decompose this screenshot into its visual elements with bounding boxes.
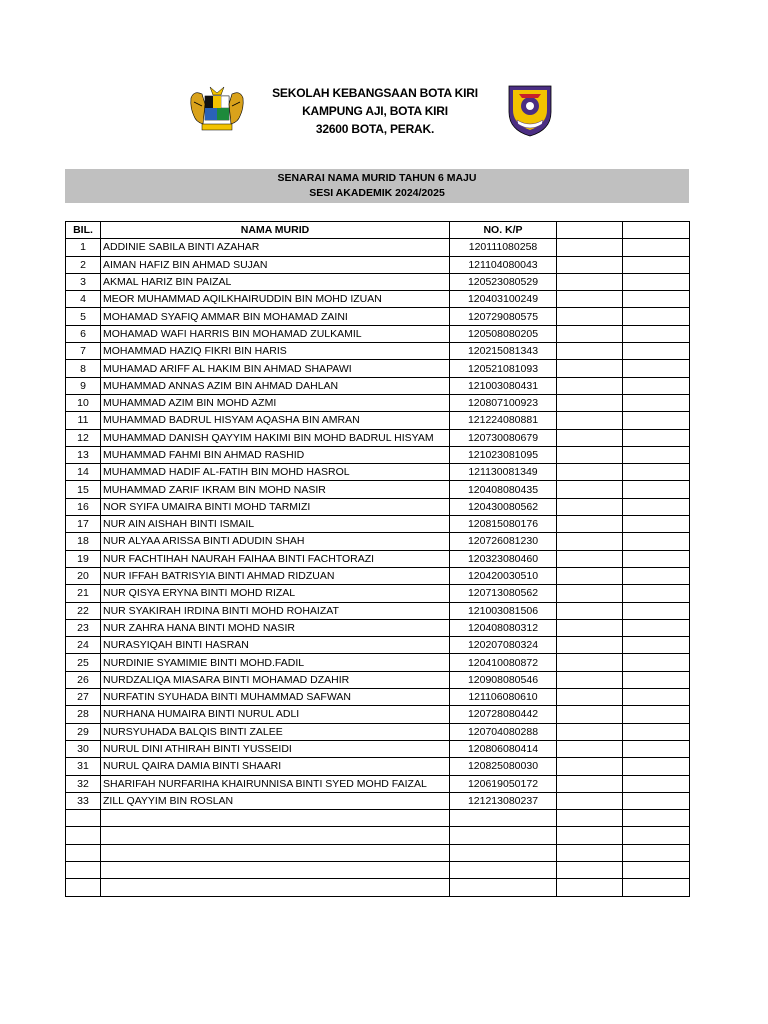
- blank-cell: [450, 810, 557, 827]
- blank-cell: [66, 827, 101, 844]
- table-row: [66, 273, 690, 290]
- table-row: [66, 567, 690, 584]
- blank-cell: [623, 740, 690, 757]
- blank-cell: [557, 671, 623, 688]
- blank-cell: [623, 360, 690, 377]
- student-name: MOHAMAD SYAFIQ AMMAR BIN MOHAMAD ZAINI: [101, 308, 450, 325]
- blank-cell: [623, 585, 690, 602]
- student-name: MUHAMMAD DANISH QAYYIM HAKIMI BIN MOHD BADRUL HISYAM: [101, 429, 450, 446]
- blank-cell: [557, 394, 623, 411]
- blank-cell: [623, 602, 690, 619]
- blank-cell: [623, 429, 690, 446]
- ic-number: 120730080679: [450, 429, 557, 446]
- ic-number: 121023081095: [450, 446, 557, 463]
- blank-cell: [557, 291, 623, 308]
- blank-cell: [66, 844, 101, 861]
- blank-cell: [66, 861, 101, 878]
- student-name: MEOR MUHAMMAD AQILKHAIRUDDIN BIN MOHD IZUAN: [101, 291, 450, 308]
- table-row: [66, 671, 690, 688]
- blank-cell: [557, 498, 623, 515]
- blank-cell: [557, 637, 623, 654]
- blank-cell: [557, 654, 623, 671]
- row-number: 22: [66, 602, 101, 619]
- row-number: 12: [66, 429, 101, 446]
- student-name: MUHAMMAD ANNAS AZIM BIN AHMAD DAHLAN: [101, 377, 450, 394]
- table-row: [66, 533, 690, 550]
- table-row: [66, 343, 690, 360]
- blank-cell: [557, 861, 623, 878]
- school-locality: KAMPUNG AJI, BOTA KIRI: [302, 104, 448, 118]
- table-row: [66, 775, 690, 792]
- blank-cell: [557, 360, 623, 377]
- blank-cell: [66, 879, 101, 896]
- ic-number: 121104080043: [450, 256, 557, 273]
- table-row: [66, 740, 690, 757]
- row-number: 19: [66, 550, 101, 567]
- student-name: NUR FACHTIHAH NAURAH FAIHAA BINTI FACHTORAZI: [101, 550, 450, 567]
- ic-number: 121003081506: [450, 602, 557, 619]
- ic-number: 120408080435: [450, 481, 557, 498]
- student-roster-table: [65, 221, 690, 897]
- ic-number: 120521081093: [450, 360, 557, 377]
- row-number: 17: [66, 516, 101, 533]
- blank-cell: [557, 740, 623, 757]
- ic-number: 120111080258: [450, 239, 557, 256]
- blank-cell: [623, 308, 690, 325]
- blank-cell: [623, 481, 690, 498]
- blank-cell: [623, 689, 690, 706]
- table-row: [66, 394, 690, 411]
- blank-cell: [623, 706, 690, 723]
- blank-cell: [557, 758, 623, 775]
- row-number: 29: [66, 723, 101, 740]
- blank-cell: [557, 879, 623, 896]
- blank-cell: [557, 325, 623, 342]
- row-number: 8: [66, 360, 101, 377]
- row-number: 3: [66, 273, 101, 290]
- blank-cell: [557, 792, 623, 809]
- ic-number: 120825080030: [450, 758, 557, 775]
- row-number: 13: [66, 446, 101, 463]
- column-header-name: NAMA MURID: [101, 222, 450, 239]
- row-number: 7: [66, 343, 101, 360]
- table-header-row: [66, 222, 690, 239]
- school-logo-icon: [505, 82, 555, 138]
- blank-cell: [557, 446, 623, 463]
- school-address-block: [260, 84, 490, 138]
- table-row: [66, 792, 690, 809]
- blank-cell: [623, 671, 690, 688]
- blank-cell: [623, 654, 690, 671]
- student-name: NURDZALIQA MIASARA BINTI MOHAMAD DZAHIR: [101, 671, 450, 688]
- row-number: 14: [66, 464, 101, 481]
- table-row: [66, 516, 690, 533]
- row-number: 20: [66, 567, 101, 584]
- row-number: 18: [66, 533, 101, 550]
- blank-cell: [623, 775, 690, 792]
- blank-cell: [557, 619, 623, 636]
- row-number: 28: [66, 706, 101, 723]
- blank-cell: [623, 619, 690, 636]
- blank-cell: [623, 273, 690, 290]
- student-name: ADDINIE SABILA BINTI AZAHAR: [101, 239, 450, 256]
- row-number: 27: [66, 689, 101, 706]
- ic-number: 120729080575: [450, 308, 557, 325]
- ic-number: 120713080562: [450, 585, 557, 602]
- student-name: MOHAMAD WAFI HARRIS BIN MOHAMAD ZULKAMIL: [101, 325, 450, 342]
- blank-cell: [101, 861, 450, 878]
- ic-number: 121003080431: [450, 377, 557, 394]
- blank-cell: [623, 723, 690, 740]
- student-name: NURSYUHADA BALQIS BINTI ZALEE: [101, 723, 450, 740]
- blank-cell: [623, 498, 690, 515]
- document-header: [0, 80, 768, 140]
- blank-cell: [623, 291, 690, 308]
- student-name: NOR SYIFA UMAIRA BINTI MOHD TARMIZI: [101, 498, 450, 515]
- blank-cell: [623, 758, 690, 775]
- ic-number: 120619050172: [450, 775, 557, 792]
- student-name: MUHAMMAD BADRUL HISYAM AQASHA BIN AMRAN: [101, 412, 450, 429]
- blank-cell: [623, 239, 690, 256]
- blank-cell: [623, 377, 690, 394]
- blank-cell: [557, 516, 623, 533]
- blank-cell: [101, 844, 450, 861]
- blank-cell: [623, 827, 690, 844]
- ic-number: 120806080414: [450, 740, 557, 757]
- blank-cell: [557, 602, 623, 619]
- row-number: 30: [66, 740, 101, 757]
- blank-cell: [623, 516, 690, 533]
- table-row: [66, 412, 690, 429]
- table-row: [66, 377, 690, 394]
- blank-cell: [623, 394, 690, 411]
- ic-number: 120728080442: [450, 706, 557, 723]
- blank-cell: [557, 585, 623, 602]
- student-name: NUR ALYAA ARISSA BINTI ADUDIN SHAH: [101, 533, 450, 550]
- table-row: [66, 654, 690, 671]
- blank-cell: [623, 343, 690, 360]
- empty-table-row: [66, 844, 690, 861]
- student-name: NURHANA HUMAIRA BINTI NURUL ADLI: [101, 706, 450, 723]
- blank-cell: [623, 567, 690, 584]
- ic-number: 120523080529: [450, 273, 557, 290]
- row-number: 31: [66, 758, 101, 775]
- table-row: [66, 291, 690, 308]
- blank-cell: [557, 412, 623, 429]
- row-number: 32: [66, 775, 101, 792]
- table-row: [66, 689, 690, 706]
- blank-cell: [623, 325, 690, 342]
- row-number: 5: [66, 308, 101, 325]
- table-row: [66, 619, 690, 636]
- blank-cell: [623, 861, 690, 878]
- national-crest-icon: [188, 84, 246, 136]
- column-header-blank: [623, 222, 690, 239]
- empty-table-row: [66, 879, 690, 896]
- blank-cell: [557, 343, 623, 360]
- table-row: [66, 481, 690, 498]
- row-number: 24: [66, 637, 101, 654]
- student-name: MUHAMMAD AZIM BIN MOHD AZMI: [101, 394, 450, 411]
- student-name: NURASYIQAH BINTI HASRAN: [101, 637, 450, 654]
- blank-cell: [557, 567, 623, 584]
- school-postcode: 32600 BOTA, PERAK.: [315, 122, 435, 136]
- blank-cell: [66, 810, 101, 827]
- column-header-ic: NO. K/P: [450, 222, 557, 239]
- student-name: MUHAMAD ARIFF AL HAKIM BIN AHMAD SHAPAWI: [101, 360, 450, 377]
- student-name: NUR AIN AISHAH BINTI ISMAIL: [101, 516, 450, 533]
- ic-number: 120207080324: [450, 637, 557, 654]
- blank-cell: [557, 239, 623, 256]
- blank-cell: [557, 827, 623, 844]
- ic-number: 120430080562: [450, 498, 557, 515]
- row-number: 23: [66, 619, 101, 636]
- blank-cell: [623, 256, 690, 273]
- ic-number: 120408080312: [450, 619, 557, 636]
- blank-cell: [623, 464, 690, 481]
- ic-number: 120420030510: [450, 567, 557, 584]
- student-name: MUHAMMAD ZARIF IKRAM BIN MOHD NASIR: [101, 481, 450, 498]
- table-row: [66, 256, 690, 273]
- blank-cell: [557, 810, 623, 827]
- student-name: NUR SYAKIRAH IRDINA BINTI MOHD ROHAIZAT: [101, 602, 450, 619]
- school-name: SEKOLAH KEBANGSAAN BOTA KIRI: [272, 86, 478, 100]
- table-row: [66, 758, 690, 775]
- blank-cell: [623, 879, 690, 896]
- student-name: AKMAL HARIZ BIN PAIZAL: [101, 273, 450, 290]
- table-row: [66, 637, 690, 654]
- blank-cell: [450, 827, 557, 844]
- blank-cell: [557, 533, 623, 550]
- empty-table-row: [66, 810, 690, 827]
- column-header-blank: [557, 222, 623, 239]
- document-title: SENARAI NAMA MURID TAHUN 6 MAJU: [277, 172, 477, 184]
- student-name: NUR ZAHRA HANA BINTI MOHD NASIR: [101, 619, 450, 636]
- table-body: [66, 239, 690, 896]
- blank-cell: [557, 481, 623, 498]
- row-number: 6: [66, 325, 101, 342]
- student-name: SHARIFAH NURFARIHA KHAIRUNNISA BINTI SYED MOHD FAIZAL: [101, 775, 450, 792]
- ic-number: 120815080176: [450, 516, 557, 533]
- table-row: [66, 325, 690, 342]
- ic-number: 121224080881: [450, 412, 557, 429]
- student-name: NURDINIE SYAMIMIE BINTI MOHD.FADIL: [101, 654, 450, 671]
- row-number: 9: [66, 377, 101, 394]
- blank-cell: [557, 256, 623, 273]
- blank-cell: [557, 775, 623, 792]
- ic-number: 121130081349: [450, 464, 557, 481]
- student-name: MOHAMMAD HAZIQ FIKRI BIN HARIS: [101, 343, 450, 360]
- ic-number: 120908080546: [450, 671, 557, 688]
- student-name: NUR QISYA ERYNA BINTI MOHD RIZAL: [101, 585, 450, 602]
- blank-cell: [101, 827, 450, 844]
- blank-cell: [557, 308, 623, 325]
- ic-number: 121213080237: [450, 792, 557, 809]
- ic-number: 120807100923: [450, 394, 557, 411]
- blank-cell: [623, 446, 690, 463]
- row-number: 1: [66, 239, 101, 256]
- table-row: [66, 706, 690, 723]
- table-row: [66, 308, 690, 325]
- blank-cell: [623, 533, 690, 550]
- blank-cell: [557, 464, 623, 481]
- table-row: [66, 239, 690, 256]
- ic-number: 120704080288: [450, 723, 557, 740]
- blank-cell: [623, 792, 690, 809]
- title-band: [65, 169, 689, 203]
- blank-cell: [557, 550, 623, 567]
- blank-cell: [101, 879, 450, 896]
- row-number: 21: [66, 585, 101, 602]
- row-number: 10: [66, 394, 101, 411]
- blank-cell: [557, 723, 623, 740]
- ic-number: 120508080205: [450, 325, 557, 342]
- blank-cell: [557, 429, 623, 446]
- table-row: [66, 585, 690, 602]
- table-row: [66, 464, 690, 481]
- table-row: [66, 360, 690, 377]
- row-number: 2: [66, 256, 101, 273]
- blank-cell: [557, 689, 623, 706]
- blank-cell: [557, 844, 623, 861]
- ic-number: 120726081230: [450, 533, 557, 550]
- ic-number: 120403100249: [450, 291, 557, 308]
- student-name: MUHAMMAD FAHMI BIN AHMAD RASHID: [101, 446, 450, 463]
- blank-cell: [557, 706, 623, 723]
- row-number: 26: [66, 671, 101, 688]
- student-name: NUR IFFAH BATRISYIA BINTI AHMAD RIDZUAN: [101, 567, 450, 584]
- blank-cell: [557, 273, 623, 290]
- table-row: [66, 602, 690, 619]
- student-name: ZILL QAYYIM BIN ROSLAN: [101, 792, 450, 809]
- column-header-number: BIL.: [66, 222, 101, 239]
- blank-cell: [623, 637, 690, 654]
- ic-number: 121106080610: [450, 689, 557, 706]
- blank-cell: [557, 377, 623, 394]
- row-number: 15: [66, 481, 101, 498]
- blank-cell: [623, 844, 690, 861]
- table-row: [66, 446, 690, 463]
- empty-table-row: [66, 827, 690, 844]
- row-number: 11: [66, 412, 101, 429]
- student-name: MUHAMMAD HADIF AL-FATIH BIN MOHD HASROL: [101, 464, 450, 481]
- blank-cell: [623, 550, 690, 567]
- academic-session: SESI AKADEMIK 2024/2025: [309, 187, 445, 199]
- student-name: NURUL QAIRA DAMIA BINTI SHAARI: [101, 758, 450, 775]
- blank-cell: [101, 810, 450, 827]
- table-row: [66, 429, 690, 446]
- blank-cell: [450, 861, 557, 878]
- ic-number: 120215081343: [450, 343, 557, 360]
- student-name: NURFATIN SYUHADA BINTI MUHAMMAD SAFWAN: [101, 689, 450, 706]
- row-number: 33: [66, 792, 101, 809]
- blank-cell: [623, 810, 690, 827]
- ic-number: 120410080872: [450, 654, 557, 671]
- table-row: [66, 498, 690, 515]
- student-name: NURUL DINI ATHIRAH BINTI YUSSEIDI: [101, 740, 450, 757]
- row-number: 25: [66, 654, 101, 671]
- empty-table-row: [66, 861, 690, 878]
- table-row: [66, 723, 690, 740]
- blank-cell: [623, 412, 690, 429]
- ic-number: 120323080460: [450, 550, 557, 567]
- blank-cell: [450, 844, 557, 861]
- row-number: 4: [66, 291, 101, 308]
- row-number: 16: [66, 498, 101, 515]
- blank-cell: [450, 879, 557, 896]
- student-name: AIMAN HAFIZ BIN AHMAD SUJAN: [101, 256, 450, 273]
- table-row: [66, 550, 690, 567]
